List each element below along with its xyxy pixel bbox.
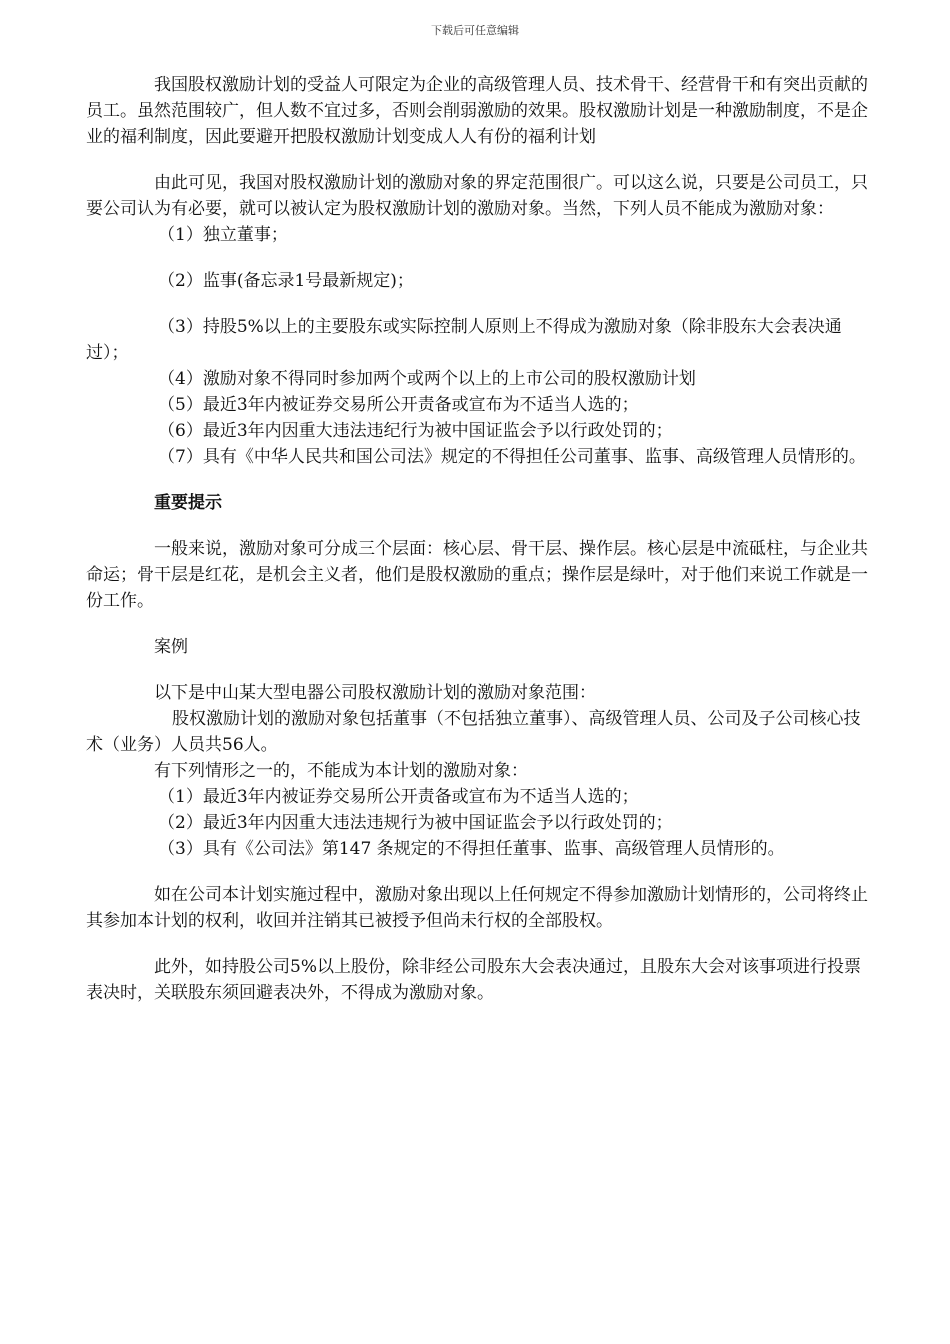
list-item: （6）最近3年内因重大违法违纪行为被中国证监会予以行政处罚的； bbox=[158, 421, 673, 441]
list-item: （4）激励对象不得同时参加两个或两个以上的上市公司的股权激励计划 bbox=[158, 369, 696, 389]
case-intro: 以下是中山某大型电器公司股权激励计划的激励对象范围： bbox=[154, 683, 596, 703]
tip-body: 一般来说，激励对象可分成三个层面：核心层、骨干层、操作层。核心层是中流砥柱，与企业共命运；骨干层是红花，是机会主义者，他们是股权激励的重点；操作层是绿叶，对于他们来说工作就是一份工作。 bbox=[86, 539, 868, 611]
paragraph-beneficiaries: 我国股权激励计划的受益人可限定为企业的高级管理人员、技术骨干、经营骨干和有突出贡献的员工。虽然范围较广，但人数不宜过多，否则会削弱激励的效果。股权激励计划是一种激励制度，不是企业的福利制度，因此要避开把股权激励计划变成人人有份的福利计划 bbox=[86, 75, 868, 147]
case-exclusion-intro: 有下列情形之一的，不能成为本计划的激励对象： bbox=[154, 761, 528, 781]
list-item: （3）具有《公司法》第147 条规定的不得担任董事、监事、高级管理人员情形的。 bbox=[158, 839, 785, 859]
document-body bbox=[86, 72, 876, 1006]
list-item: （3）持股5%以上的主要股东或实际控制人原则上不得成为激励对象（除非股东大会表决通过）； bbox=[86, 317, 842, 363]
list-item: （7）具有《中华人民共和国公司法》规定的不得担任公司董事、监事、高级管理人员情形的。 bbox=[158, 447, 866, 467]
list-item: （5）最近3年内被证券交易所公开责备或宣布为不适当人选的； bbox=[158, 395, 639, 415]
paragraph-scope: 由此可见，我国对股权激励计划的激励对象的界定范围很广。可以这么说，只要是公司员工，只要公司认为有必要，就可以被认定为股权激励计划的激励对象。当然，下列人员不能成为激励对象： bbox=[86, 173, 868, 219]
list-item: （2）最近3年内因重大违法违规行为被中国证监会予以行政处罚的； bbox=[158, 813, 673, 833]
list-item: （1）最近3年内被证券交易所公开责备或宣布为不适当人选的； bbox=[158, 787, 639, 807]
page-header: 下载后可任意编辑 bbox=[431, 24, 519, 37]
case-scope: 股权激励计划的激励对象包括董事（不包括独立董事）、高级管理人员、公司及子公司核心技术（业务）人员共56人。 bbox=[86, 709, 861, 755]
tip-heading: 重要提示 bbox=[154, 493, 222, 513]
paragraph-termination: 如在公司本计划实施过程中，激励对象出现以上任何规定不得参加激励计划情形的，公司将终止其参加本计划的权利，收回并注销其已被授予但尚未行权的全部股权。 bbox=[86, 885, 868, 931]
paragraph-major-shareholder: 此外，如持股公司5%以上股份，除非经公司股东大会表决通过，且股东大会对该事项进行投票表决时，关联股东须回避表决外，不得成为激励对象。 bbox=[86, 957, 861, 1003]
list-item: （1）独立董事； bbox=[158, 225, 288, 245]
list-item: （2）监事(备忘录1号最新规定)； bbox=[158, 271, 414, 291]
case-heading: 案例 bbox=[154, 637, 188, 657]
